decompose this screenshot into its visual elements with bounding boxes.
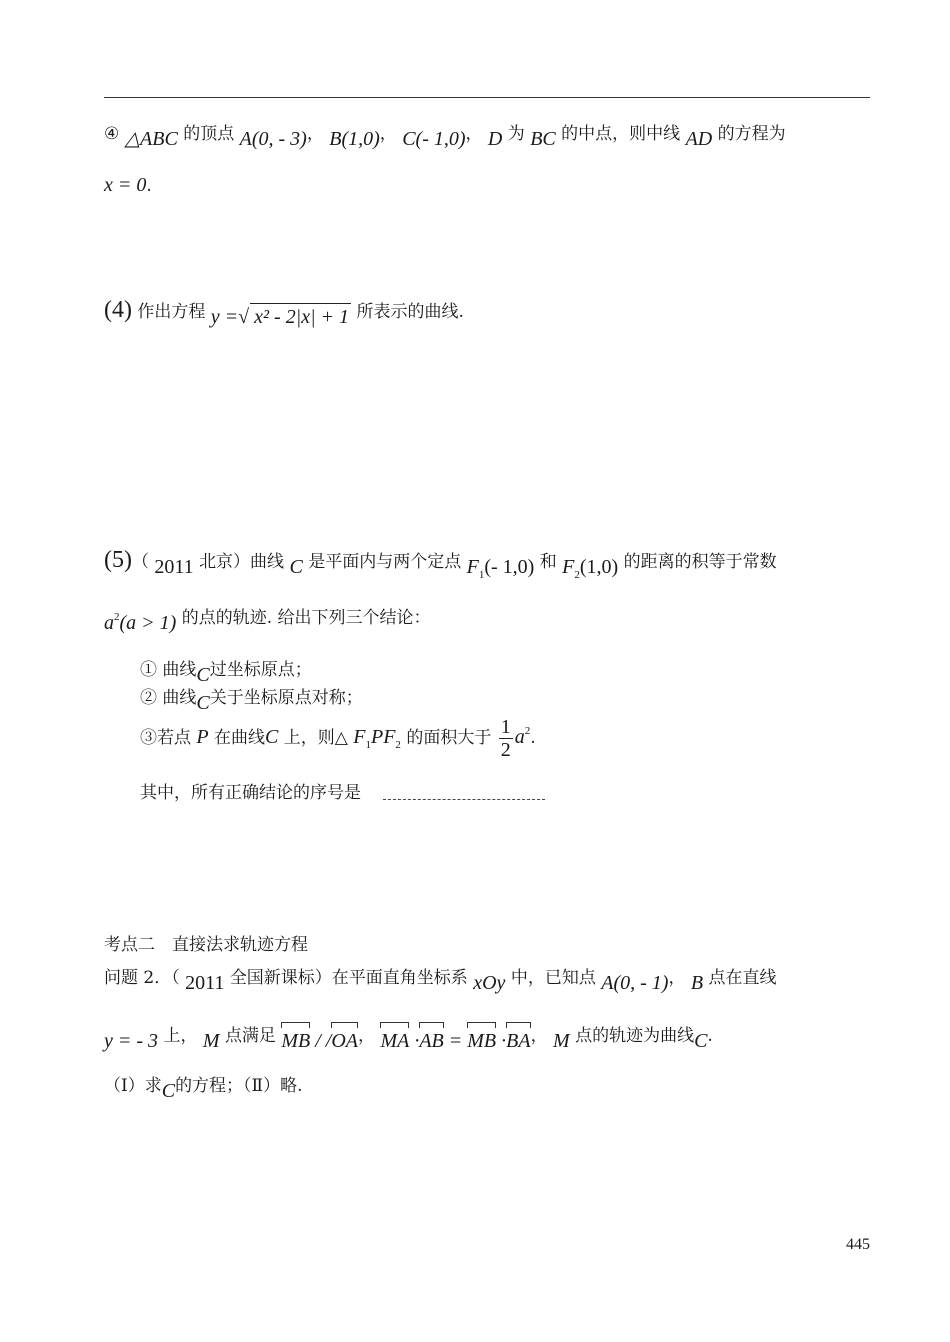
problem-2-line2: [104, 1022, 713, 1052]
f2-letter: F: [562, 556, 575, 578]
open-paren: （: [131, 552, 149, 572]
answer-blank[interactable]: [383, 785, 545, 800]
a-sup: 2: [524, 725, 531, 737]
vector-condition-1: [281, 1030, 358, 1052]
curve-c: C: [694, 1030, 708, 1052]
text: （Ⅰ）求: [104, 1076, 162, 1096]
equation-x0: x = 0: [104, 174, 147, 196]
numerator: 1: [500, 716, 511, 738]
constant-a: [104, 612, 176, 634]
period: .: [530, 728, 536, 748]
coordinate-system: xOy: [473, 972, 506, 994]
text: 曲线: [162, 660, 197, 680]
point-b: B(1,0): [329, 128, 380, 150]
vector-ba: BA: [506, 1030, 531, 1052]
tri-sub2: 2: [395, 739, 401, 751]
comma: ，: [306, 124, 324, 144]
tri-f: F: [353, 726, 366, 748]
point-c: C(- 1,0): [402, 128, 466, 150]
vector-mb: MB: [281, 1030, 311, 1052]
tri-pf: PF: [370, 726, 396, 748]
text: 的方程为: [717, 124, 786, 144]
comma: ，: [465, 124, 483, 144]
text: 点在直线: [708, 968, 777, 988]
section-title: 考点二 直接法求轨迹方程: [104, 935, 308, 955]
question-label: (4): [104, 297, 132, 323]
dot: ·: [409, 1030, 420, 1052]
text: 和: [539, 552, 557, 572]
sqrt-symbol: √: [238, 306, 250, 328]
item4-line1: [104, 120, 786, 150]
text: 为: [507, 124, 525, 144]
text: 上，则△: [283, 728, 348, 748]
text: 关于坐标原点对称；: [209, 688, 363, 708]
text: 问题 2．（: [104, 968, 180, 988]
parallel: / /: [310, 1030, 332, 1052]
header-rule: [104, 97, 870, 98]
item-marker: ④: [104, 124, 120, 144]
text: 作出方程: [137, 302, 206, 322]
point-b: B: [690, 972, 704, 994]
text: 的顶点: [183, 124, 235, 144]
point-m: M: [553, 1030, 570, 1052]
curve-c: C: [289, 556, 303, 578]
triangle-f1pf2: [353, 726, 401, 751]
text: 曲线: [162, 688, 197, 708]
question-5-line2: [104, 604, 431, 634]
comma: ，: [358, 1026, 376, 1046]
f2-coords: (1,0): [579, 556, 619, 578]
period: .: [707, 1026, 713, 1046]
text: 过坐标原点；: [209, 660, 312, 680]
text: 上，: [163, 1026, 198, 1046]
point-p: P: [196, 726, 209, 748]
option-marker: ③: [140, 728, 157, 748]
curve-c: C: [265, 726, 279, 748]
question-5-line1: [104, 545, 777, 581]
year: 2011: [154, 556, 194, 578]
vector-oa: OA: [331, 1030, 359, 1052]
f1-sub: 1: [478, 569, 485, 581]
comma: ，: [668, 968, 686, 988]
problem-2-line3: [104, 1072, 303, 1102]
period: .: [146, 176, 152, 196]
vector-ab: AB: [419, 1030, 444, 1052]
equals: =: [443, 1030, 468, 1052]
f1-letter: F: [466, 556, 479, 578]
text: 点的轨迹为曲线: [575, 1026, 695, 1046]
dot: ·: [496, 1030, 507, 1052]
point-a: A(0, - 3): [239, 128, 307, 150]
denominator: 2: [500, 739, 511, 761]
a-condition: (a > 1): [119, 612, 177, 634]
option-marker: ②: [140, 688, 157, 708]
fraction-half: [499, 716, 513, 761]
text: 的方程；（Ⅱ）略.: [175, 1076, 303, 1096]
segment-bc: BC: [530, 128, 556, 150]
focus-f1: [466, 556, 535, 581]
text: 的面积大于: [406, 728, 492, 748]
a-letter: a: [514, 726, 525, 748]
item4-line2: [104, 172, 152, 198]
radicand: x² - 2|x| + 1: [250, 303, 351, 330]
option-1: [140, 656, 312, 686]
text: 的距离的积等于常数: [623, 552, 777, 572]
question-4: [104, 295, 464, 326]
text: 的点的轨迹. 给出下列三个结论：: [181, 608, 431, 628]
tri-sub1: 1: [365, 739, 371, 751]
question-5-ask: [140, 782, 545, 804]
curve-c: C: [196, 664, 210, 686]
text: 的中点，则中线: [561, 124, 681, 144]
curve-c: C: [161, 1080, 176, 1102]
focus-f2: [562, 556, 619, 581]
curve-c: C: [196, 692, 210, 714]
text: 北京）曲线: [199, 552, 285, 572]
text: 其中，所有正确结论的序号是: [140, 783, 361, 803]
a-squared: [515, 726, 531, 748]
comma: ，: [530, 1026, 548, 1046]
option-2: [140, 684, 363, 714]
option-marker: ①: [140, 660, 157, 680]
f1-coords: (- 1,0): [484, 556, 535, 578]
vector-mb: MB: [467, 1030, 497, 1052]
text: 全国新课标）在平面直角坐标系: [229, 968, 468, 988]
comma: ，: [379, 124, 397, 144]
text: 中，已知点: [510, 968, 596, 988]
point-d: D: [487, 128, 503, 150]
problem-2-line1: [104, 964, 777, 994]
text: 点满足: [224, 1026, 276, 1046]
line-equation: y = - 3: [104, 1030, 159, 1052]
equation-lhs: y =: [210, 306, 239, 328]
question-label: (5): [104, 547, 132, 573]
text: 若点: [157, 728, 191, 748]
vector-ma: MA: [380, 1030, 410, 1052]
text: 在曲线: [214, 728, 266, 748]
year: 2011: [185, 972, 225, 994]
text: 是平面内与两个定点: [308, 552, 462, 572]
point-a: A(0, - 1): [601, 972, 669, 994]
a-sup: 2: [114, 611, 120, 623]
point-m: M: [202, 1030, 220, 1052]
a-letter: a: [104, 612, 114, 634]
segment-ad: AD: [685, 128, 713, 150]
vector-condition-2: [380, 1030, 530, 1052]
triangle-abc: △ABC: [124, 128, 178, 150]
text: 所表示的曲线.: [356, 302, 464, 322]
page-number: 445: [846, 1236, 870, 1253]
f2-sub: 2: [574, 569, 580, 581]
option-3: [140, 716, 536, 761]
